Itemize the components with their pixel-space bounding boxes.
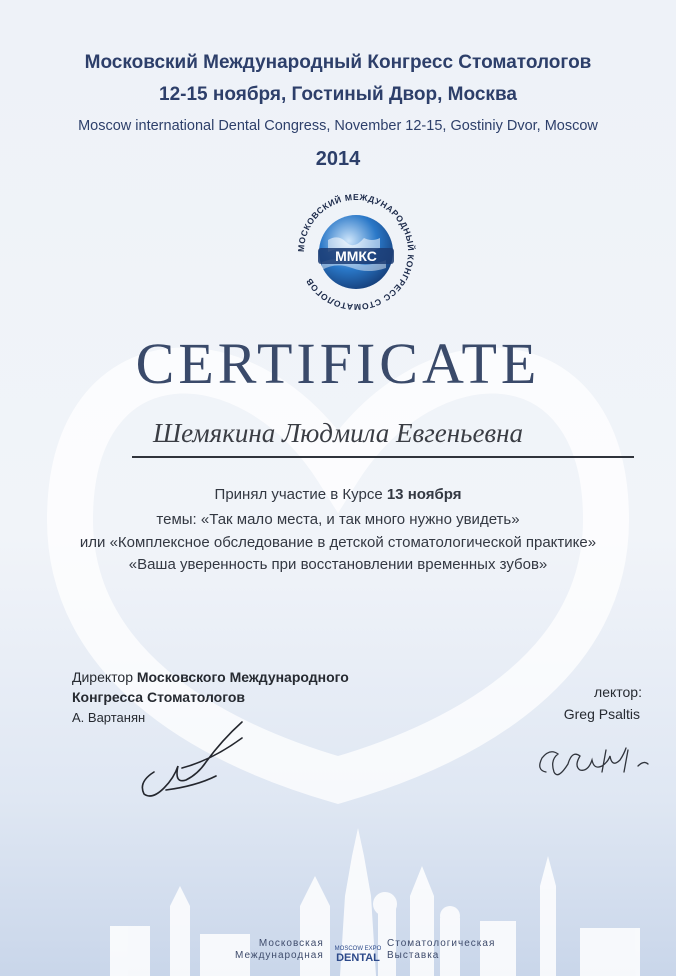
dental-expo-mark: DENTAL bbox=[336, 952, 380, 964]
course-date: 13 ноября bbox=[386, 486, 462, 503]
certificate-heading: CERTIFICATE bbox=[135, 331, 541, 396]
director-org-line1: Московского Международного bbox=[136, 669, 349, 685]
director-title bbox=[72, 669, 349, 685]
congress-logo bbox=[292, 188, 420, 316]
logo-ring-text: МОСКОВСКИЙ МЕЖДУНАРОДНЫЙ КОНГРЕСС СТОМАТОЛОГОВ bbox=[295, 191, 417, 313]
footer-right-text bbox=[387, 938, 495, 962]
director-prefix: Директор bbox=[72, 669, 137, 685]
dental-expo-logo bbox=[332, 946, 384, 964]
name-underline bbox=[132, 456, 634, 458]
director-name: А. Вартанян bbox=[72, 710, 146, 725]
footer-right-line1: Стоматологическая bbox=[387, 938, 496, 949]
logo-abbr: ММКС bbox=[335, 248, 377, 264]
participation-text: Принял участие в Курсе bbox=[214, 486, 387, 503]
recipient-name: Шемякина Людмила Евгеньевна bbox=[152, 418, 524, 448]
lecturer-signature bbox=[528, 732, 658, 792]
lecturer-name: Greg Psaltis bbox=[563, 706, 640, 722]
footer-left-line2: Международная bbox=[235, 950, 324, 961]
footer-right-line2: Выставка bbox=[387, 950, 440, 961]
footer-left-text bbox=[235, 938, 324, 962]
participation-line bbox=[0, 486, 676, 503]
course-topic-2: или «Комплексное обследование в детской стоматологической практике» bbox=[79, 534, 597, 551]
course-topic-1: темы: «Так мало места, и так много нужно увидеть» bbox=[156, 511, 520, 528]
course-topic-3: «Ваша уверенность при восстановлении временных зубов» bbox=[128, 556, 548, 573]
director-org-line2: Конгресса Стоматологов bbox=[72, 689, 246, 705]
congress-title-en: Moscow international Dental Congress, November 12-15, Gostiniy Dvor, Moscow bbox=[78, 118, 598, 134]
footer-left-line1: Московская bbox=[258, 938, 324, 949]
congress-date-place: 12-15 ноября, Гостиный Двор, Москва bbox=[159, 84, 517, 105]
congress-year: 2014 bbox=[315, 148, 361, 170]
dental-expo-small: MOSCOW EXPO bbox=[334, 946, 382, 952]
lecturer-label: лектор: bbox=[594, 684, 642, 700]
congress-title-ru: Московский Международный Конгресс Стоматологов bbox=[84, 52, 592, 73]
director-signature bbox=[126, 712, 256, 802]
